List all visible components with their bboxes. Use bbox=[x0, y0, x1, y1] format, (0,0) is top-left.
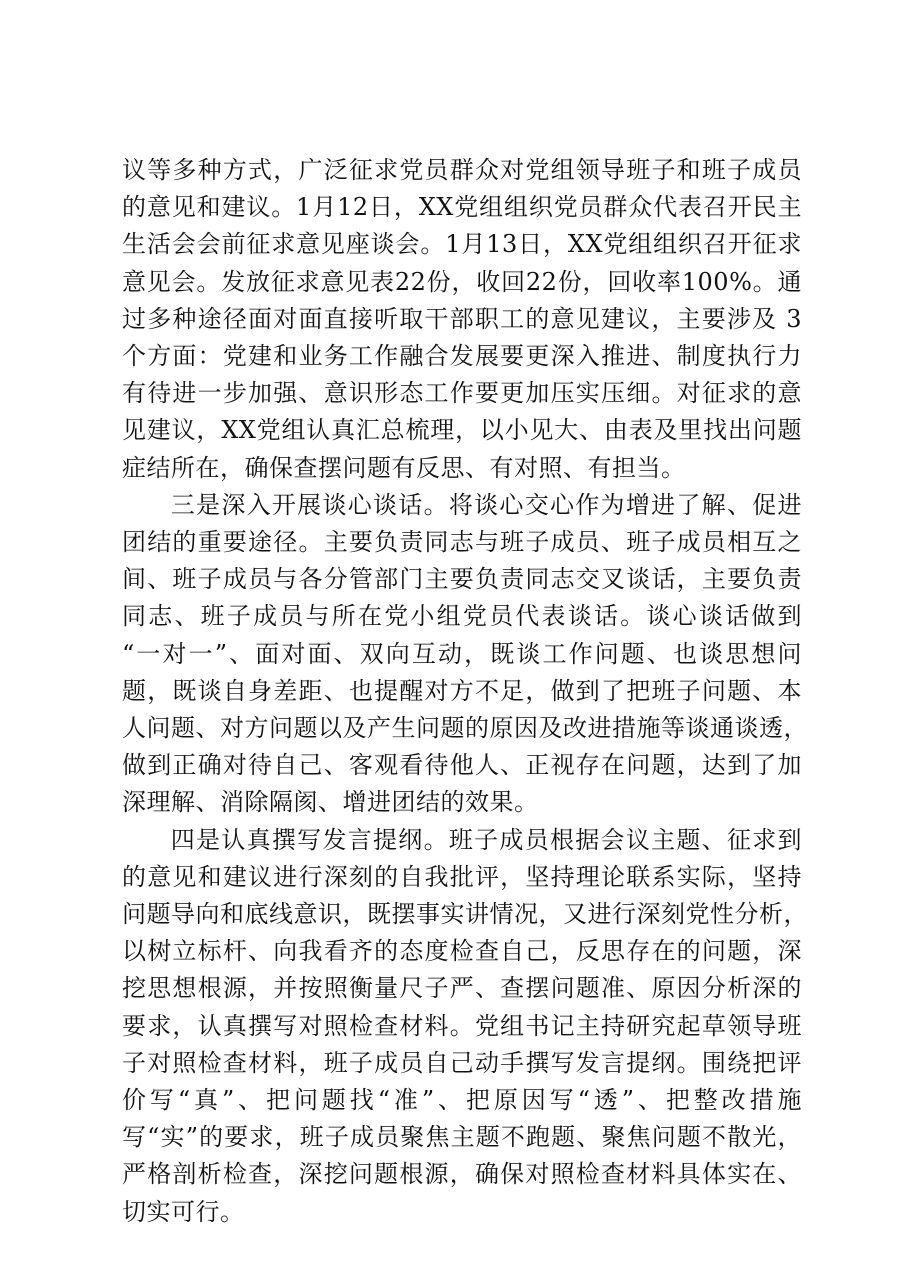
line-text: 以树立标杆、向我看齐的态度检查自己，反思存在的问题，深 bbox=[122, 937, 802, 966]
text-line bbox=[122, 487, 802, 524]
text-line bbox=[122, 338, 802, 375]
line-text: 过多种途径面对面直接听取干部职工的意见建议，主要涉及 3 bbox=[122, 304, 802, 333]
line-text: 三是深入开展谈心谈话。将谈心交心作为增进了解、促进 bbox=[170, 490, 802, 519]
line-text: 生活会会前征求意见座谈会。1月13日，XX党组组织召开征求 bbox=[122, 230, 802, 259]
line-text: 见建议，XX党组认真汇总梳理，以小见大、由表及里找出问题 bbox=[122, 416, 802, 445]
line-text: 团结的重要途径。主要负责同志与班子成员、班子成员相互之 bbox=[122, 528, 802, 557]
line-text: 同志、班子成员与所在党小组党员代表谈话。谈心谈话做到 bbox=[122, 602, 802, 631]
text-line bbox=[122, 822, 802, 859]
line-text: 子对照检查材料，班子成员自己动手撰写发言提纲。围绕把评 bbox=[122, 1048, 802, 1077]
line-text: 要求，认真撰写对照检查材料。党组书记主持研究起草领导班 bbox=[122, 1011, 802, 1040]
line-text: 间、班子成员与各分管部门主要负责同志交叉谈话，主要负责 bbox=[122, 565, 802, 594]
line-text: 的意见和建议。1月12日，XX党组组织党员群众代表召开民主 bbox=[122, 193, 802, 222]
paragraph bbox=[122, 152, 802, 487]
text-line bbox=[122, 859, 802, 896]
line-text: “一对一”、面对面、双向互动，既谈工作问题、也谈思想问 bbox=[122, 639, 802, 668]
text-line bbox=[122, 412, 802, 449]
line-text: 题，既谈自身差距、也提醒对方不足，做到了把班子问题、本 bbox=[122, 676, 802, 705]
text-line bbox=[122, 636, 802, 673]
text-line bbox=[122, 747, 802, 784]
text-line bbox=[122, 524, 802, 561]
line-text: 人问题、对方问题以及产生问题的原因及改进措施等谈通谈透， bbox=[122, 714, 808, 743]
line-text: 挖思想根源，并按照衡量尺子严、查摆问题准、原因分析深的 bbox=[122, 974, 802, 1003]
line-text: 深理解、消除隔阂、增进团结的效果。 bbox=[122, 788, 539, 817]
text-line bbox=[122, 152, 802, 189]
line-text: 的意见和建议进行深刻的自我批评，坚持理论联系实际，坚持 bbox=[122, 862, 802, 891]
line-text: 有待进一步加强、意识形态工作要更加压实压细。对征求的意 bbox=[122, 379, 802, 408]
paragraph bbox=[122, 822, 808, 1231]
text-line bbox=[122, 673, 802, 710]
line-text: 个方面：党建和业务工作融合发展要更深入推进、制度执行力 bbox=[122, 342, 802, 371]
line-text: 价写“真”、把问题找“准”、把原因写“透”、把整改措施 bbox=[122, 1086, 802, 1115]
text-line bbox=[122, 598, 802, 635]
text-line bbox=[122, 1194, 802, 1231]
text-line bbox=[122, 450, 802, 487]
text-line bbox=[122, 784, 802, 821]
line-text: 意见会。发放征求意见表22份，收回22份，回收率100%。通 bbox=[122, 267, 802, 296]
text-line bbox=[122, 970, 802, 1007]
text-line bbox=[122, 896, 808, 933]
text-line bbox=[122, 710, 808, 747]
text-line bbox=[122, 264, 802, 301]
line-text: 四是认真撰写发言提纲。班子成员根据会议主题、征求到 bbox=[170, 825, 802, 854]
line-text: 问题导向和底线意识，既摆事实讲情况，又进行深刻党性分析， bbox=[122, 900, 808, 929]
paragraph bbox=[122, 487, 808, 822]
text-line bbox=[122, 561, 802, 598]
text-line bbox=[122, 1119, 802, 1156]
line-text: 议等多种方式，广泛征求党员群众对党组领导班子和班子成员 bbox=[122, 156, 802, 184]
line-text: 切实可行。 bbox=[122, 1197, 245, 1226]
text-line bbox=[122, 301, 802, 338]
text-line bbox=[122, 375, 802, 412]
text-line bbox=[122, 1045, 802, 1082]
text-line bbox=[122, 226, 802, 263]
line-text: 症结所在，确保查摆问题有反思、有对照、有担当。 bbox=[122, 453, 686, 482]
line-text: 写“实”的要求，班子成员聚焦主题不跑题、聚焦问题不散光， bbox=[122, 1123, 802, 1152]
line-text: 做到正确对待自己、客观看待他人、正视存在问题，达到了加 bbox=[122, 751, 802, 780]
text-line bbox=[122, 1008, 802, 1045]
line-text: 严格剖析检查，深挖问题根源，确保对照检查材料具体实在、 bbox=[122, 1160, 802, 1189]
document-body bbox=[122, 152, 808, 1231]
text-line bbox=[122, 933, 802, 970]
text-line bbox=[122, 189, 802, 226]
text-line bbox=[122, 1156, 802, 1193]
text-line bbox=[122, 1082, 802, 1119]
